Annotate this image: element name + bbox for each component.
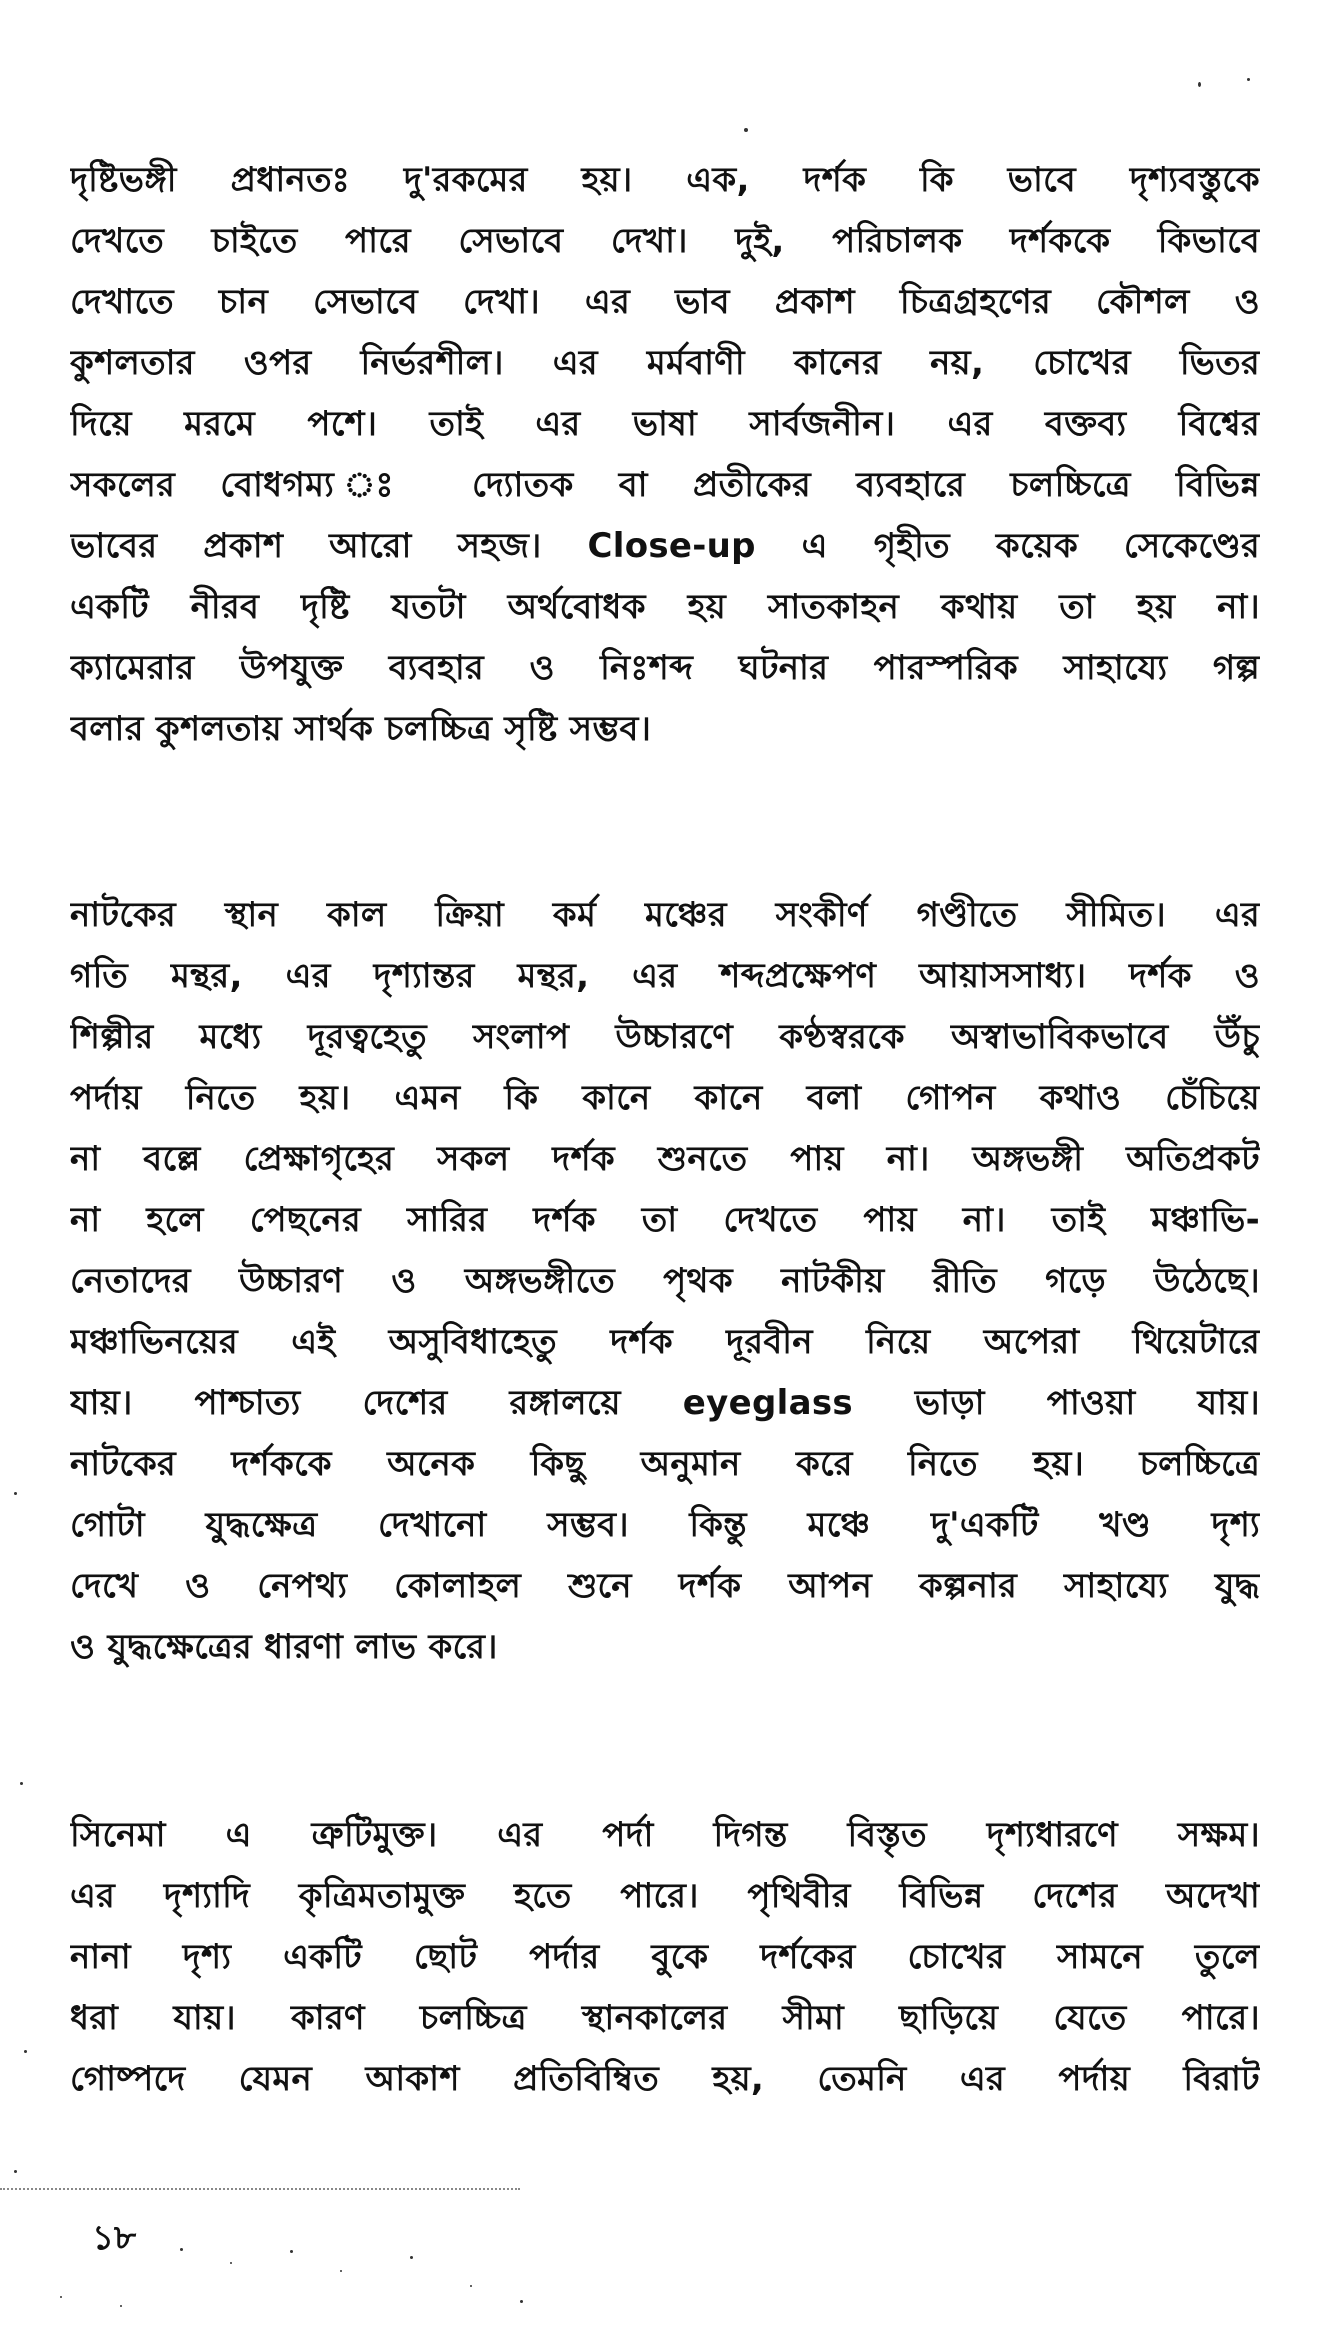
text-line: ক্যামেরার উপযুক্ত ব্যবহার ও নিঃশব্দ ঘটনার পারস্পরিক সাহায্যে গল্প	[70, 648, 1260, 688]
scan-speck	[230, 2262, 232, 2264]
scan-speck	[744, 128, 748, 132]
text-line: মঞ্চাভিনয়ের এই অসুবিধাহেতু দর্শক দূরবীন নিয়ে অপেরা থিয়েটারে	[70, 1322, 1260, 1362]
scan-speck	[60, 2296, 62, 2298]
text-line: দেখতে চাইতে পারে সেভাবে দেখা। দুই, পরিচালক দর্শককে কিভাবে	[70, 221, 1260, 261]
text-line-last: ও যুদ্ধক্ষেত্রের ধারণা লাভ করে।	[70, 1627, 498, 1667]
text-line: দেখে ও নেপথ্য কোলাহল শুনে দর্শক আপন কল্পনার সাহায্যে যুদ্ধ	[70, 1566, 1260, 1606]
scan-speck	[340, 2270, 342, 2272]
text-line-last: বলার কুশলতায় সার্থক চলচ্চিত্র সৃষ্টি সম্ভব।	[70, 709, 652, 749]
text-line: নানা দৃশ্য একটি ছোট পর্দার বুকে দর্শকের চোখের সামনে তুলে	[70, 1937, 1260, 1977]
scan-speck	[290, 2250, 293, 2253]
text-line: ধরা যায়। কারণ চলচ্চিত্র স্থানকালের সীমা ছাড়িয়ে যেতে পারে।	[70, 1998, 1260, 2038]
page-number: ১৮	[92, 2218, 137, 2258]
scan-speck	[14, 1492, 17, 1495]
scan-speck	[470, 2285, 472, 2287]
text-line: নাটকের দর্শককে অনেক কিছু অনুমান করে নিতে হয়। চলচ্চিত্রে	[70, 1444, 1260, 1484]
scan-noise-edge	[0, 2188, 520, 2192]
paragraph-1	[70, 150, 1260, 760]
text-line: শিল্পীর মধ্যে দূরত্বহেতু সংলাপ উচ্চারণে কণ্ঠস্বরকে অস্বাভাবিকভাবে উঁচু	[70, 1017, 1260, 1057]
scan-speck	[410, 2256, 413, 2259]
text-line: যায়। পাশ্চাত্য দেশের রঙ্গালয়ে eyeglass ভাড়া পাওয়া যায়।	[70, 1383, 1260, 1423]
text-line: ভাবের প্রকাশ আরো সহজ। Close-up এ গৃহীত কয়েক সেকেণ্ডের	[70, 526, 1260, 566]
text-line: পর্দায় নিতে হয়। এমন কি কানে কানে বলা গোপন কথাও চেঁচিয়ে	[70, 1078, 1260, 1118]
scan-speck	[1247, 78, 1250, 81]
text-line: না বল্লে প্রেক্ষাগৃহের সকল দর্শক শুনতে পায় না। অঙ্গভঙ্গী অতিপ্রকট	[70, 1139, 1260, 1179]
text-line: দেখাতে চান সেভাবে দেখা। এর ভাব প্রকাশ চিত্রগ্রহণের কৌশল ও	[70, 282, 1260, 322]
scan-speck	[20, 1782, 23, 1785]
scan-speck	[24, 2050, 27, 2053]
scan-speck	[520, 2300, 523, 2303]
text-line: গোটা যুদ্ধক্ষেত্র দেখানো সম্ভব। কিন্তু মঞ্চে দু'একটি খণ্ড দৃশ্য	[70, 1505, 1260, 1545]
text-line: কুশলতার ওপর নির্ভরশীল। এর মর্মবাণী কানের নয়, চোখের ভিতর	[70, 343, 1260, 383]
text-line: একটি নীরব দৃষ্টি যতটা অর্থবোধক হয় সাতকাহন কথায় তা হয় না।	[70, 587, 1260, 627]
scan-speck	[1198, 82, 1201, 87]
scan-speck	[120, 2305, 122, 2307]
text-line: নাটকের স্থান কাল ক্রিয়া কর্ম মঞ্চের সংকীর্ণ গণ্ডীতে সীমিত। এর	[70, 895, 1260, 935]
text-line: সকলের বোধগম্য ঃ দ্যোতক বা প্রতীকের ব্যবহারে চলচ্চিত্রে বিভিন্ন	[70, 465, 1260, 505]
text-line: দৃষ্টিভঙ্গী প্রধানতঃ দু'রকমের হয়। এক, দর্শক কি ভাবে দৃশ্যবস্তুকে	[70, 160, 1260, 200]
text-line: নেতাদের উচ্চারণ ও অঙ্গভঙ্গীতে পৃথক নাটকীয় রীতি গড়ে উঠেছে।	[70, 1261, 1260, 1301]
paragraph-3	[70, 1805, 1260, 2110]
text-line: গোষ্পদে যেমন আকাশ প্রতিবিম্বিত হয়, তেমনি এর পর্দায় বিরাট	[70, 2059, 1260, 2099]
scan-speck	[180, 2248, 183, 2251]
text-line: দিয়ে মরমে পশে। তাই এর ভাষা সার্বজনীন। এর বক্তব্য বিশ্বের	[70, 404, 1260, 444]
paragraph-2	[70, 885, 1260, 1678]
text-line: সিনেমা এ ত্রুটিমুক্ত। এর পর্দা দিগন্ত বিস্তৃত দৃশ্যধারণে সক্ষম।	[70, 1815, 1260, 1855]
scan-speck	[14, 2170, 17, 2173]
text-line: গতি মন্থর, এর দৃশ্যান্তর মন্থর, এর শব্দপ্রক্ষেপণ আয়াসসাধ্য। দর্শক ও	[70, 956, 1260, 996]
text-line: না হলে পেছনের সারির দর্শক তা দেখতে পায় না। তাই মঞ্চাভি-	[70, 1200, 1260, 1240]
text-line: এর দৃশ্যাদি কৃত্রিমতামুক্ত হতে পারে। পৃথিবীর বিভিন্ন দেশের অদেখা	[70, 1876, 1260, 1916]
